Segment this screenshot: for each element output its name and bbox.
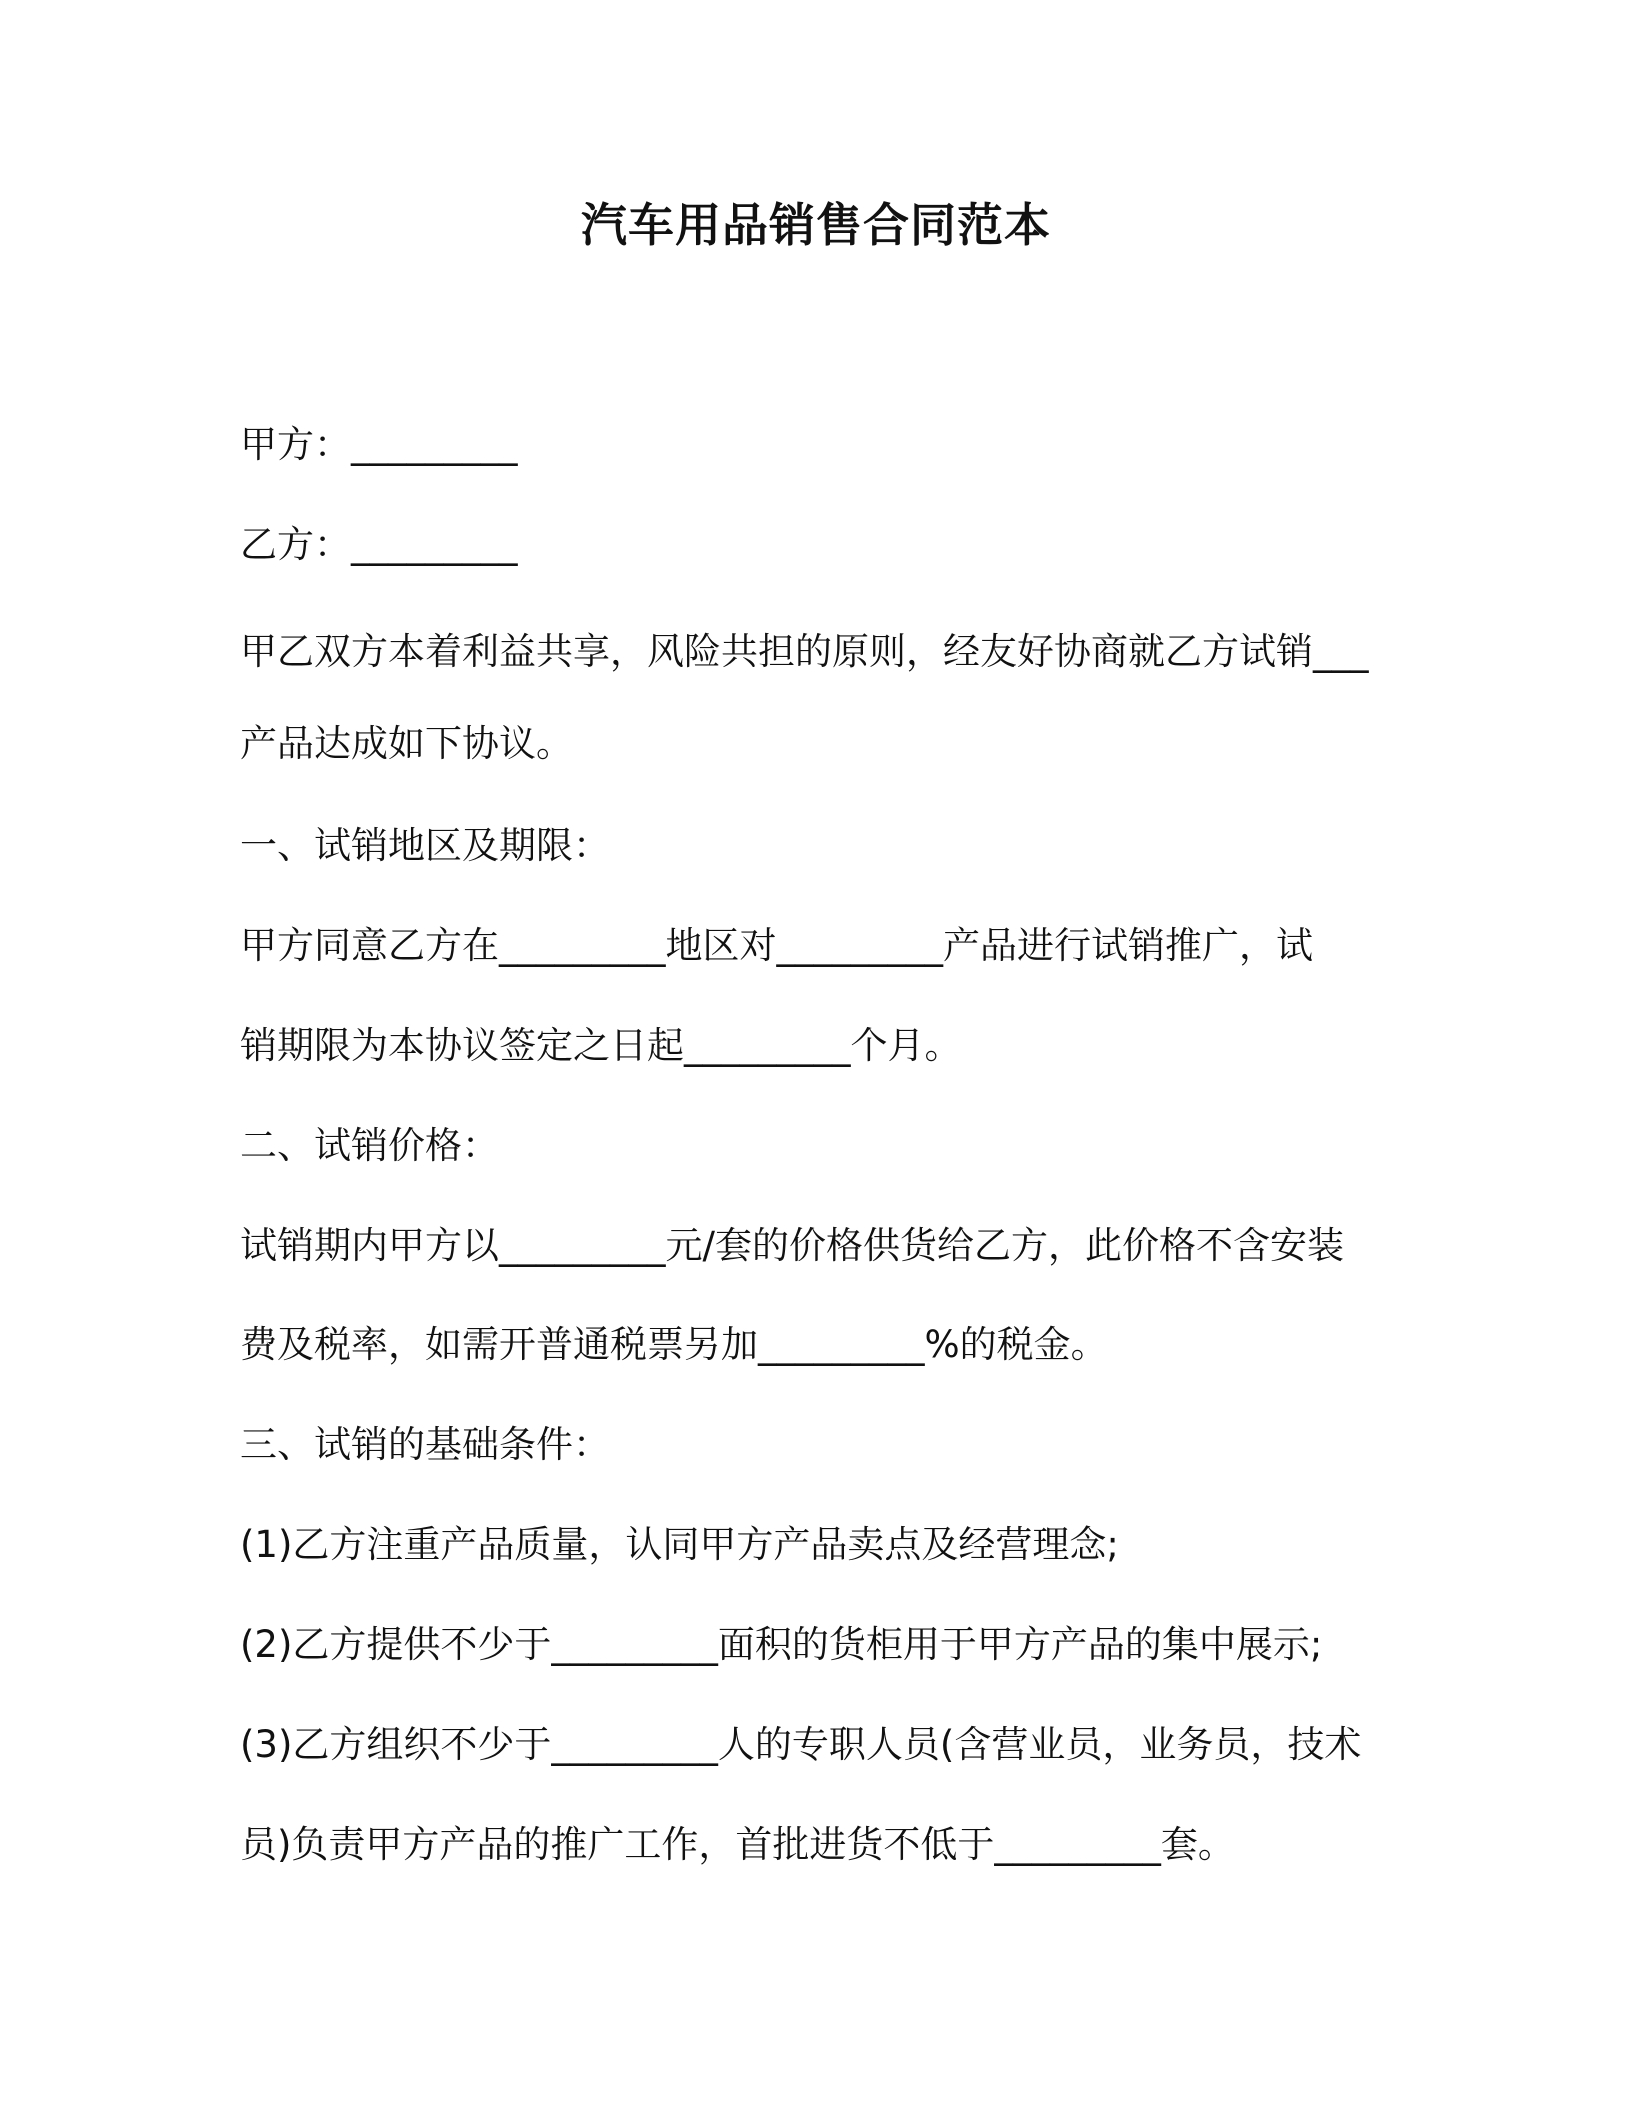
document-title: 汽车用品销售合同范本 (581, 198, 1051, 252)
condition-2-line: (2)乙方提供不少于_________面积的货柜用于甲方产品的集中展示; (240, 1623, 1323, 1666)
section-1-line-1: 甲方同意乙方在_________地区对_________产品进行试销推广，试 (240, 924, 1313, 967)
party-a-line: 甲方：_________ (240, 423, 518, 466)
condition-3-line-1: (3)乙方组织不少于_________人的专职人员(含营业员，业务员，技术 (240, 1723, 1362, 1766)
section-3-heading: 三、试销的基础条件： (240, 1423, 610, 1466)
section-2-heading: 二、试销价格： (240, 1124, 499, 1167)
preamble-line-2: 产品达成如下协议。 (240, 722, 573, 765)
party-b-line: 乙方：_________ (240, 523, 518, 566)
condition-1-line: (1)乙方注重产品质量，认同甲方产品卖点及经营理念; (240, 1523, 1119, 1566)
section-1-line-2: 销期限为本协议签定之日起_________个月。 (240, 1024, 962, 1067)
section-1-heading: 一、试销地区及期限： (240, 824, 610, 867)
section-2-line-2: 费及税率，如需开普通税票另加_________%的税金。 (240, 1323, 1108, 1366)
condition-3-line-2: 员)负责甲方产品的推广工作，首批进货不低于_________套。 (240, 1823, 1235, 1866)
section-2-line-1: 试销期内甲方以_________元/套的价格供货给乙方，此价格不含安装 (240, 1224, 1344, 1267)
preamble-line-1: 甲乙双方本着利益共享，风险共担的原则，经友好协商就乙方试销___ (240, 630, 1369, 673)
